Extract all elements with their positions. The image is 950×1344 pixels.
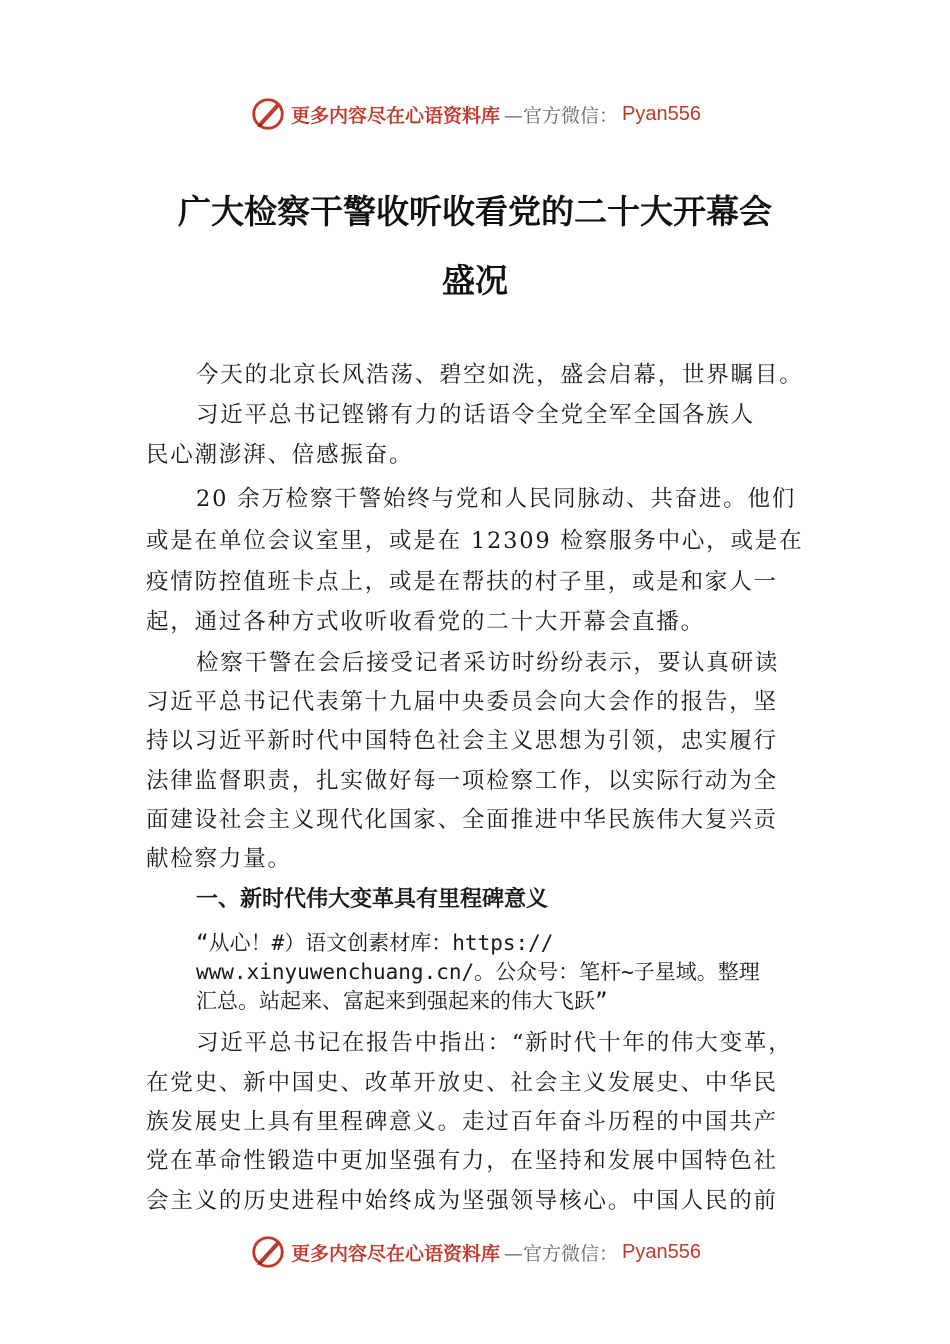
banner-brand-text: 更多内容尽在心语资料库 — [291, 104, 501, 127]
paragraph-line: 族发展史上具有里程碑意义。走过百年奋斗历程的中国共产 — [146, 1109, 778, 1135]
banner-brand-text: 更多内容尽在心语资料库 — [291, 1242, 501, 1265]
paragraph-line: 习近平总书记代表第十九届中央委员会向大会作的报告，坚 — [146, 689, 778, 715]
paragraph-line: 会主义的历史进程中始终成为坚强领导核心。中国人民的前 — [146, 1188, 778, 1214]
banner-wechat-id: Pyan556 — [622, 102, 701, 125]
paragraph-line: 献检察力量。 — [146, 846, 292, 872]
pen-logo-icon — [249, 1233, 287, 1271]
paragraph-line: 在党史、新中国史、改革开放史、社会主义发展史、中华民 — [146, 1070, 778, 1096]
pen-logo-icon — [249, 95, 287, 133]
quote-line: www.xinyuwenchuang.cn/。公众号：笔杆~子星域。整理 — [196, 960, 760, 984]
paragraph-line: 起，通过各种方式收听收看党的二十大开幕会直播。 — [146, 609, 705, 635]
paragraph-line: 党在革命性锻造中更加坚强有力，在坚持和发展中国特色社 — [146, 1148, 778, 1174]
paragraph-line: 检察干警在会后接受记者采访时纷纷表示，要认真研读 — [196, 650, 780, 676]
section-heading: 一、新时代伟大变革具有里程碑意义 — [196, 887, 549, 912]
document-title-line-1: 广大检察干警收听收看党的二十大开幕会 — [178, 192, 772, 231]
paragraph-line: 今天的北京长风浩荡、碧空如洗，盛会启幕，世界瞩目。 — [196, 362, 804, 388]
paragraph-line: 20 余万检察干警始终与党和人民同脉动、共奋进。他们 — [196, 486, 797, 512]
banner-wechat-label: —官方微信： — [504, 1242, 619, 1265]
paragraph-line: 民心潮澎湃、倍感振奋。 — [146, 442, 414, 468]
paragraph-line: 面建设社会主义现代化国家、全面推进中华民族伟大复兴贡 — [146, 807, 778, 833]
banner-wechat-label: —官方微信： — [504, 104, 619, 127]
paragraph-line: 疫情防控值班卡点上，或是在帮扶的村子里，或是和家人一 — [146, 569, 778, 595]
paragraph-line: 习近平总书记在报告中指出：“新时代十年的伟大变革， — [196, 1030, 793, 1056]
bottom-watermark-banner — [0, 1232, 950, 1272]
paragraph-line: 或是在单位会议室里，或是在 12309 检察服务中心，或是在 — [146, 528, 804, 554]
banner-wechat-id: Pyan556 — [622, 1240, 701, 1263]
quote-line: 汇总。站起来、富起来到强起来的伟大飞跃” — [196, 989, 608, 1013]
paragraph-line: 法律监督职责，扎实做好每一项检察工作，以实际行动为全 — [146, 768, 778, 794]
document-title-line-2: 盛况 — [442, 261, 508, 300]
paragraph-line: 持以习近平新时代中国特色社会主义思想为引领，忠实履行 — [146, 728, 778, 754]
quote-line: “从心！#）语文创素材库：https:// — [196, 931, 554, 955]
top-watermark-banner — [0, 94, 950, 134]
paragraph-line: 习近平总书记铿锵有力的话语令全党全军全国各族人 — [196, 402, 755, 428]
